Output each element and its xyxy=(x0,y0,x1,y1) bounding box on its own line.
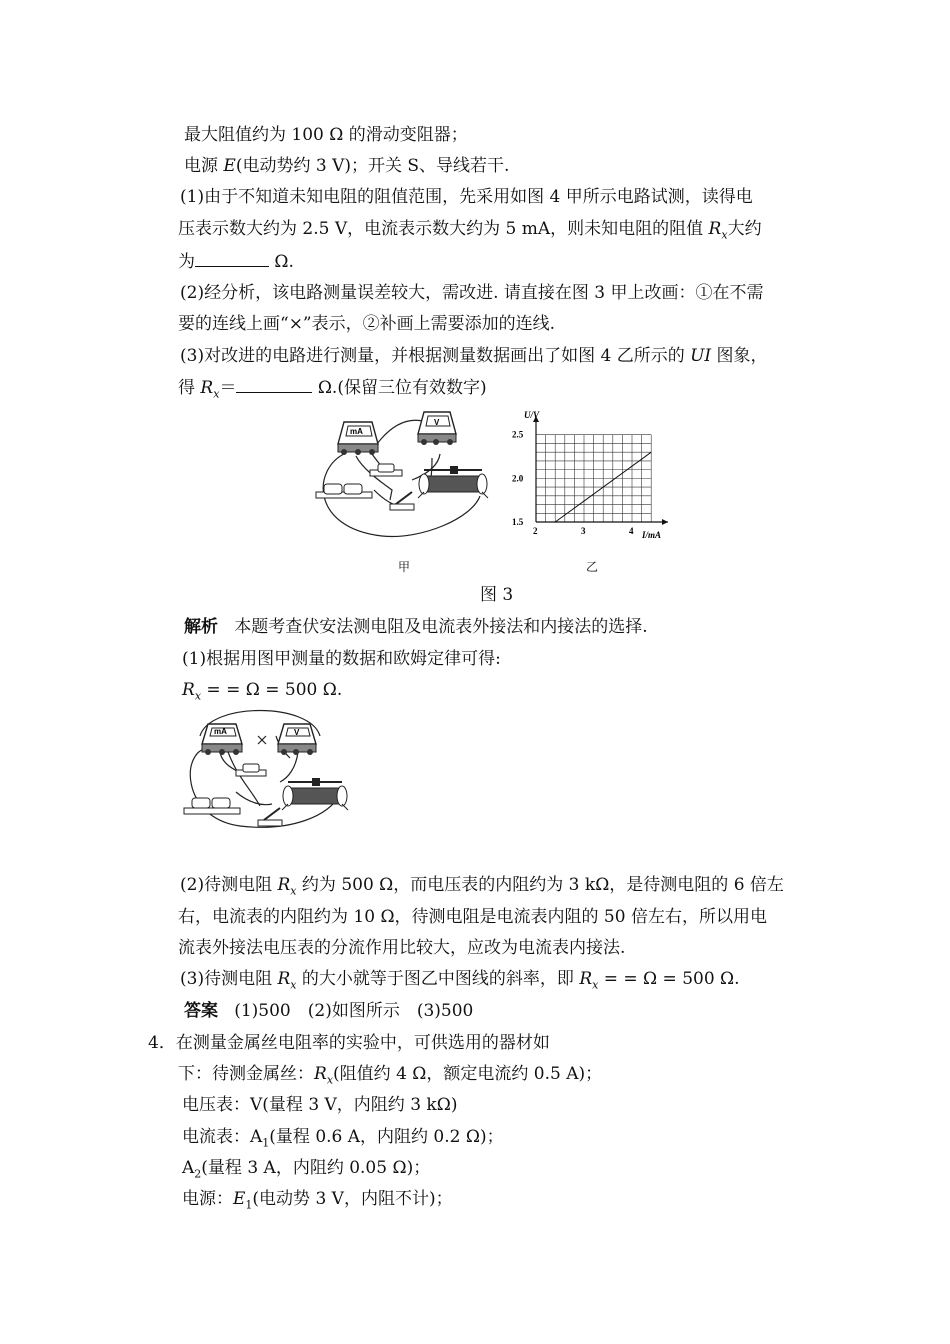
chart-ticks xyxy=(512,430,634,536)
question-3-line-b: 得 $R_x= \Omega$.(保留三位有效数字) xyxy=(178,378,487,401)
voltmeter-icon xyxy=(418,412,456,445)
analysis-line: 解析 本题考查伏安法测电阻及电流表外接法和内接法的选择. xyxy=(184,617,648,637)
voltmeter-icon xyxy=(278,724,316,755)
answer-line: 答案 (1)500 (2)如图所示 (3)500 xyxy=(184,1001,474,1021)
x-tick-label: 4 xyxy=(629,526,634,536)
ammeter-icon xyxy=(202,724,242,755)
text-line-2: 电源 E(电动势约 3 V)；开关 S、导线若干. xyxy=(184,156,510,176)
ui-chart xyxy=(508,408,678,548)
y-tick-label: 2.0 xyxy=(512,473,524,484)
voltmeter-label: V xyxy=(434,418,440,427)
y-tick-label: 2.5 xyxy=(512,429,524,440)
switch-icon xyxy=(258,808,282,826)
problem-4-line-c: 电压表：V(量程 3 V，内阻约 3 kΩ) xyxy=(182,1095,458,1115)
circuit-diagram-corrected xyxy=(180,708,356,836)
question-1-line-c: 为 Ω. xyxy=(178,252,294,272)
ammeter-label: mA xyxy=(350,427,363,436)
solution-1: (1)根据用图甲测量的数据和欧姆定律可得: xyxy=(182,649,501,669)
question-1-line-b: 压表示数大约为 2.5 V，电流表示数大约为 5 mA，则未知电阻的阻值 $R_x$大约 xyxy=(178,219,762,242)
chart-axes xyxy=(533,416,668,525)
question-1-line-a: (1)由于不知道未知电阻的阻值范围，先采用如图 4 甲所示电路试测，读得电 xyxy=(180,187,753,207)
voltmeter-label: V xyxy=(294,728,300,737)
battery-icon xyxy=(316,484,372,498)
cross-mark-icon xyxy=(258,736,266,744)
problem-4-line-d: 电流表：$A_1$(量程 0.6 A，内阻约 0.2 Ω)； xyxy=(182,1127,504,1150)
problem-4-line-b: 下：待测金属丝：$R_x$(阻值约 4 Ω，额定电流约 0.5 A)； xyxy=(178,1064,603,1087)
solution-2-line-a: (2)待测电阻 $R_x$ 约为 500 Ω，而电压表的内阻约为 3 kΩ，是待测电阻的 6 倍左 xyxy=(180,875,784,898)
problem-4-line-a: 4．在测量金属丝电阻率的实验中，可供选用的器材如 xyxy=(148,1033,550,1053)
problem-4-line-e: $A_2$(量程 3 A，内阻约 0.05 Ω)； xyxy=(182,1158,431,1181)
solution-3: (3)待测电阻 $R_x$ 的大小就等于图乙中图线的斜率，即 $R_x$ = = Ω = 500 Ω. xyxy=(180,969,740,992)
x-tick-label: 3 xyxy=(581,526,586,536)
question-2-line-b: 要的连线上画“×”表示，②补画上需要添加的连线. xyxy=(178,314,556,334)
chart-ylabel: U/V xyxy=(524,410,540,420)
resistor-icon xyxy=(236,764,266,776)
answer-blank-1[interactable] xyxy=(195,250,269,267)
ammeter-icon xyxy=(338,422,378,455)
answer-blank-2[interactable] xyxy=(236,376,312,393)
text-line-1: 最大阻值约为 100 Ω 的滑动变阻器； xyxy=(184,125,468,145)
x-axis-arrow xyxy=(662,519,668,525)
caption-yi: 乙 xyxy=(586,560,599,574)
chart-xlabel: I/mA xyxy=(642,530,662,540)
battery-icon xyxy=(184,798,240,814)
caption-jia: 甲 xyxy=(398,560,411,574)
rheostat-icon xyxy=(418,466,488,498)
solution-2-line-c: 流表外接法电压表的分流作用比较大，应改为电流表内接法. xyxy=(178,938,626,958)
switch-icon xyxy=(390,492,414,510)
ammeter-label: mA xyxy=(214,727,227,736)
solution-2-line-b: 右，电流表的内阻约为 10 Ω，待测电阻是电流表内阻的 50 倍左右，所以用电 xyxy=(178,907,767,927)
resistor-icon xyxy=(370,464,402,476)
figure-caption: 图 3 xyxy=(480,585,514,605)
question-2-line-a: (2)经分析，该电路测量误差较大，需改进. 请直接在图 3 甲上改画：①在不需 xyxy=(180,283,764,303)
solution-1-equation: $R_x$ = = Ω = 500 Ω. xyxy=(182,680,343,703)
problem-4-line-f: 电源：$E_1$(电动势 3 V，内阻不计)； xyxy=(182,1189,453,1212)
question-3-line-a: (3)对改进的电路进行测量，并根据测量数据画出了如图 4 乙所示的 UI 图象， xyxy=(180,346,768,366)
rheostat-icon xyxy=(282,778,348,810)
y-tick-label: 1.5 xyxy=(512,517,524,527)
chart-grid xyxy=(536,435,651,522)
circuit-diagram-jia xyxy=(312,408,498,548)
x-tick-label: 2 xyxy=(533,526,538,536)
